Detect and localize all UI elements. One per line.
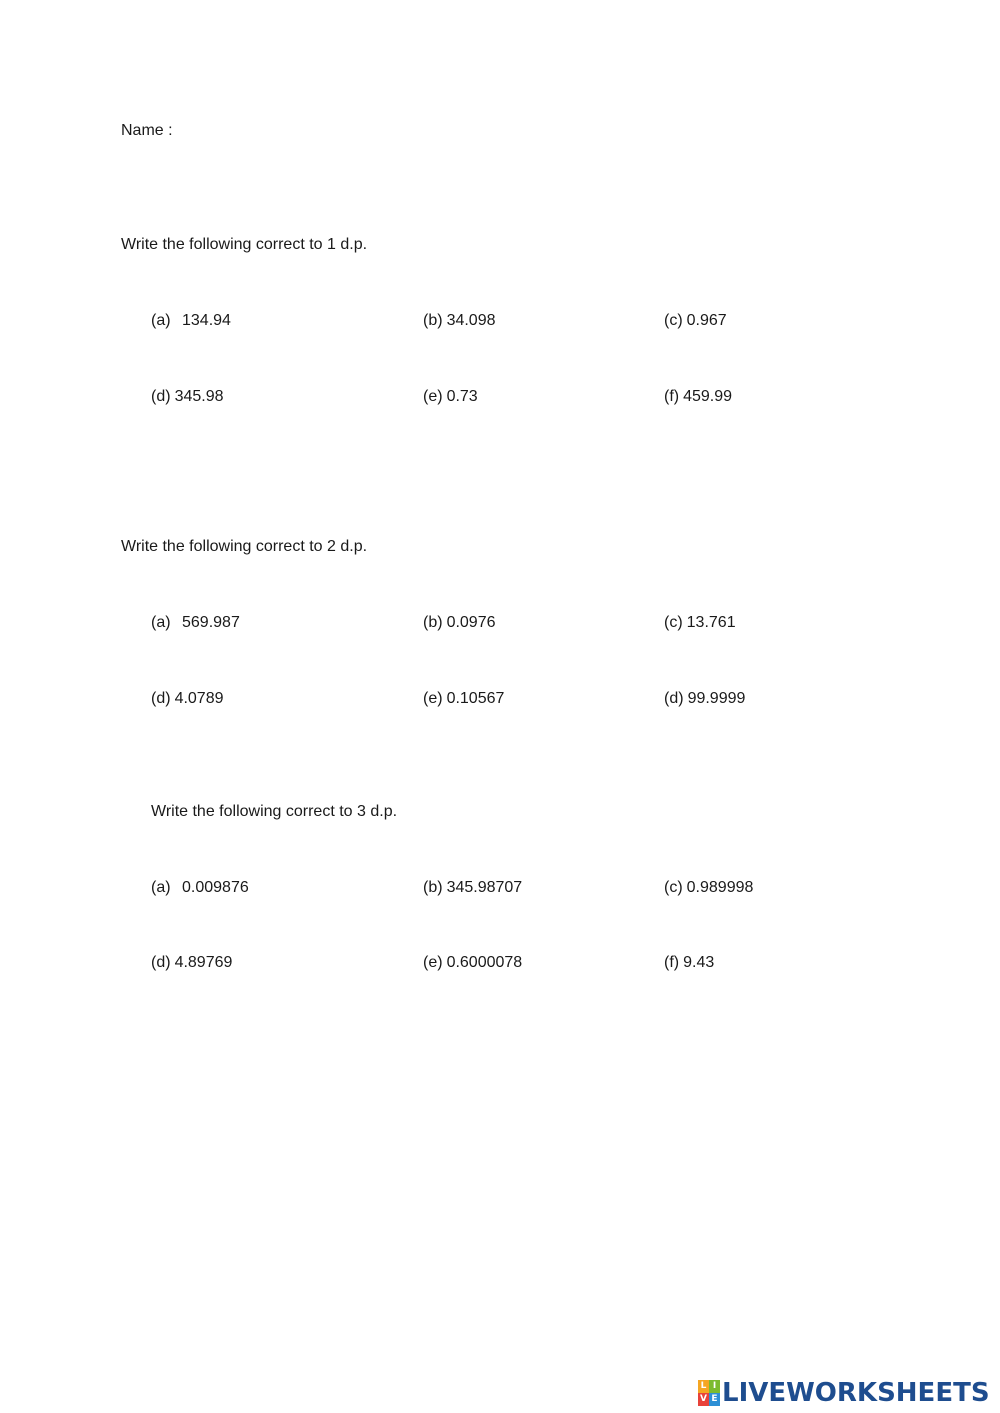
question-3b: [423, 878, 522, 898]
question-value: 345.98707: [446, 879, 523, 896]
question-1a: [151, 311, 231, 331]
question-label: (a): [151, 614, 171, 631]
section-2-instruction: Write the following correct to 2 d.p.: [121, 538, 368, 555]
question-value: 0.0976: [446, 614, 496, 631]
question-value: 4.0789: [174, 690, 224, 707]
logo-mark-letter: E: [709, 1393, 720, 1406]
logo-mark-letter: V: [698, 1393, 709, 1406]
question-label: (e): [423, 690, 443, 707]
question-value: 459.99: [683, 388, 733, 405]
question-label: (d): [151, 954, 171, 971]
question-3e: [423, 953, 522, 973]
question-value: 0.009876: [182, 879, 249, 896]
question-label: (b): [423, 614, 443, 631]
question-1f: [664, 387, 732, 407]
question-value: 13.761: [686, 614, 736, 631]
question-label: (f): [664, 388, 680, 405]
question-1d: [151, 387, 224, 407]
question-label: (e): [423, 954, 443, 971]
question-value: 0.10567: [446, 690, 505, 707]
question-label: (a): [151, 312, 171, 329]
question-value: 0.6000078: [446, 954, 523, 971]
question-value: 0.989998: [686, 879, 754, 896]
question-1e: [423, 387, 478, 407]
question-label: (c): [664, 614, 683, 631]
question-1b: [423, 311, 496, 331]
name-label: Name :: [121, 122, 173, 139]
logo-mark-letter: L: [698, 1380, 709, 1393]
question-label: (e): [423, 388, 443, 405]
question-value: 34.098: [446, 312, 496, 329]
question-label: (a): [151, 879, 171, 896]
question-value: 9.43: [683, 954, 715, 971]
question-value: 99.9999: [687, 690, 746, 707]
question-label: (c): [664, 879, 683, 896]
question-1c: [664, 311, 727, 331]
question-3f: [664, 953, 714, 973]
question-2d: [151, 689, 224, 709]
question-label: (c): [664, 312, 683, 329]
question-2f: [664, 689, 745, 709]
liveworksheets-logo: [698, 1377, 990, 1409]
logo-mark-letter: I: [709, 1380, 720, 1393]
question-2a: [151, 613, 240, 633]
question-label: (b): [423, 879, 443, 896]
question-label: (d): [664, 690, 684, 707]
question-3c: [664, 878, 753, 898]
question-3a: [151, 878, 249, 898]
section-1-instruction: Write the following correct to 1 d.p.: [121, 236, 368, 253]
question-3d: [151, 953, 232, 973]
question-value: 4.89769: [174, 954, 233, 971]
question-value: 134.94: [182, 312, 231, 329]
section-3-instruction: Write the following correct to 3 d.p.: [151, 803, 398, 820]
question-2e: [423, 689, 504, 709]
question-value: 345.98: [174, 388, 224, 405]
question-2c: [664, 613, 736, 633]
question-label: (b): [423, 312, 443, 329]
question-label: (d): [151, 388, 171, 405]
question-value: 0.967: [686, 312, 727, 329]
question-2b: [423, 613, 496, 633]
question-value: 0.73: [446, 388, 478, 405]
question-value: 569.987: [182, 614, 240, 631]
question-label: (f): [664, 954, 680, 971]
question-label: (d): [151, 690, 171, 707]
liveworksheets-mark-icon: [698, 1380, 720, 1406]
liveworksheets-wordmark: LIVEWORKSHEETS: [722, 1378, 990, 1408]
